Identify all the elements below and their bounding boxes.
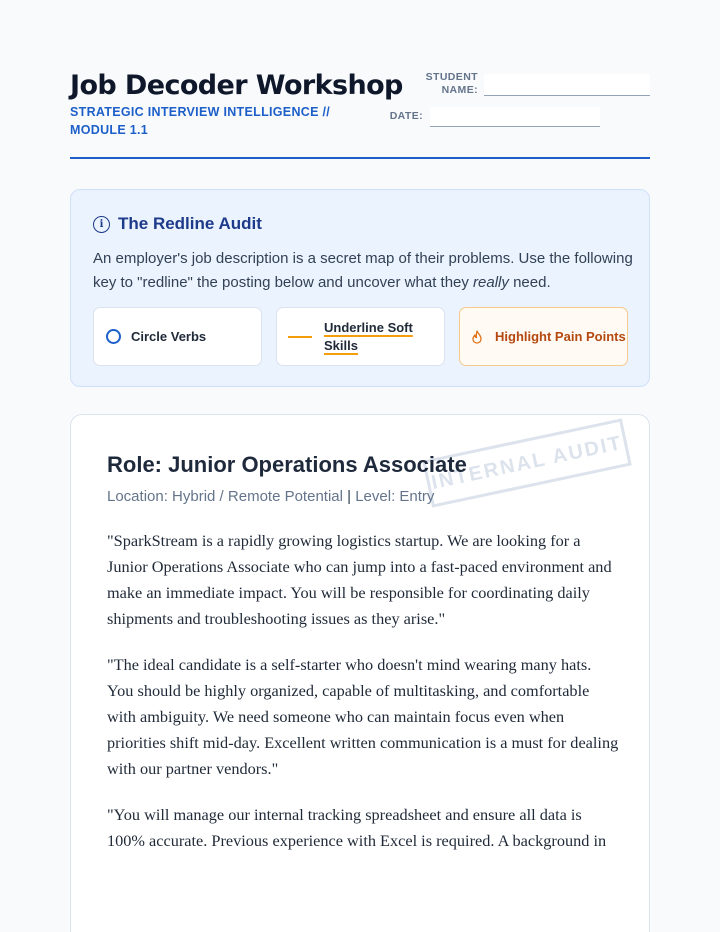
student-name-label: STUDENT NAME:	[425, 71, 478, 96]
page-title: Job Decoder Workshop	[70, 70, 403, 101]
date-field[interactable]	[430, 107, 600, 127]
level-text: Level: Entry	[355, 488, 435, 505]
underline-icon	[288, 336, 312, 338]
internal-audit-stamp: INTERNAL AUDIT	[422, 418, 632, 507]
role-meta	[107, 488, 434, 505]
key-underline-soft-skills	[276, 307, 445, 366]
header-divider	[70, 157, 650, 159]
audit-description-text: An employer's job description is a secret map of their problems. Use the following key to "redline" the posting below and uncover what they	[93, 250, 633, 291]
location-text: Location: Hybrid / Remote Potential	[107, 488, 343, 505]
page-subtitle: STRATEGIC INTERVIEW INTELLIGENCE // MODULE 1.1	[70, 105, 331, 137]
job-paragraph: "The ideal candidate is a self-starter who doesn't mind wearing many hats. You should be highly organized, capable of multitasking, and comfortable with ambiguity. We need someone who can maintain focus even when priorities shift mid-day. Excellent written communication is a must for dealing with our partner vendors."	[107, 655, 619, 778]
student-name-field[interactable]	[484, 74, 650, 96]
job-paragraph: "SparkStream is a rapidly growing logistics startup. We are looking for a Junior Operations Associate who can jump into a fast-paced environment and make an immediate impact. You will be responsible for coordinating daily shipments and troubleshooting issues as they arise."	[107, 531, 612, 628]
job-paragraph: "You will manage our internal tracking spreadsheet and ensure all data is 100% accurate. Previous experience with Excel is required. A background in	[107, 805, 607, 850]
info-icon: i	[93, 216, 110, 233]
key-label-highlight-pain-points: Highlight Pain Points	[495, 328, 626, 344]
audit-description	[93, 247, 633, 295]
key-highlight-pain-points	[459, 307, 628, 366]
redline-audit-card	[70, 189, 650, 387]
flame-icon	[471, 330, 483, 344]
audit-description-end: need.	[508, 274, 551, 291]
audit-heading	[93, 214, 262, 234]
worksheet-header	[70, 70, 650, 160]
date-label: DATE:	[389, 110, 423, 122]
key-circle-verbs	[93, 307, 262, 366]
circle-icon	[106, 329, 121, 344]
key-label-underline-soft-skills: Underline Soft Skills	[324, 319, 413, 353]
audit-title: The Redline Audit	[118, 214, 262, 233]
key-label-circle-verbs: Circle Verbs	[131, 328, 207, 344]
role-title: Role: Junior Operations Associate	[107, 452, 467, 477]
meta-separator: |	[347, 488, 352, 505]
job-description-card	[70, 414, 650, 932]
audit-description-emphasis: really	[473, 274, 509, 291]
